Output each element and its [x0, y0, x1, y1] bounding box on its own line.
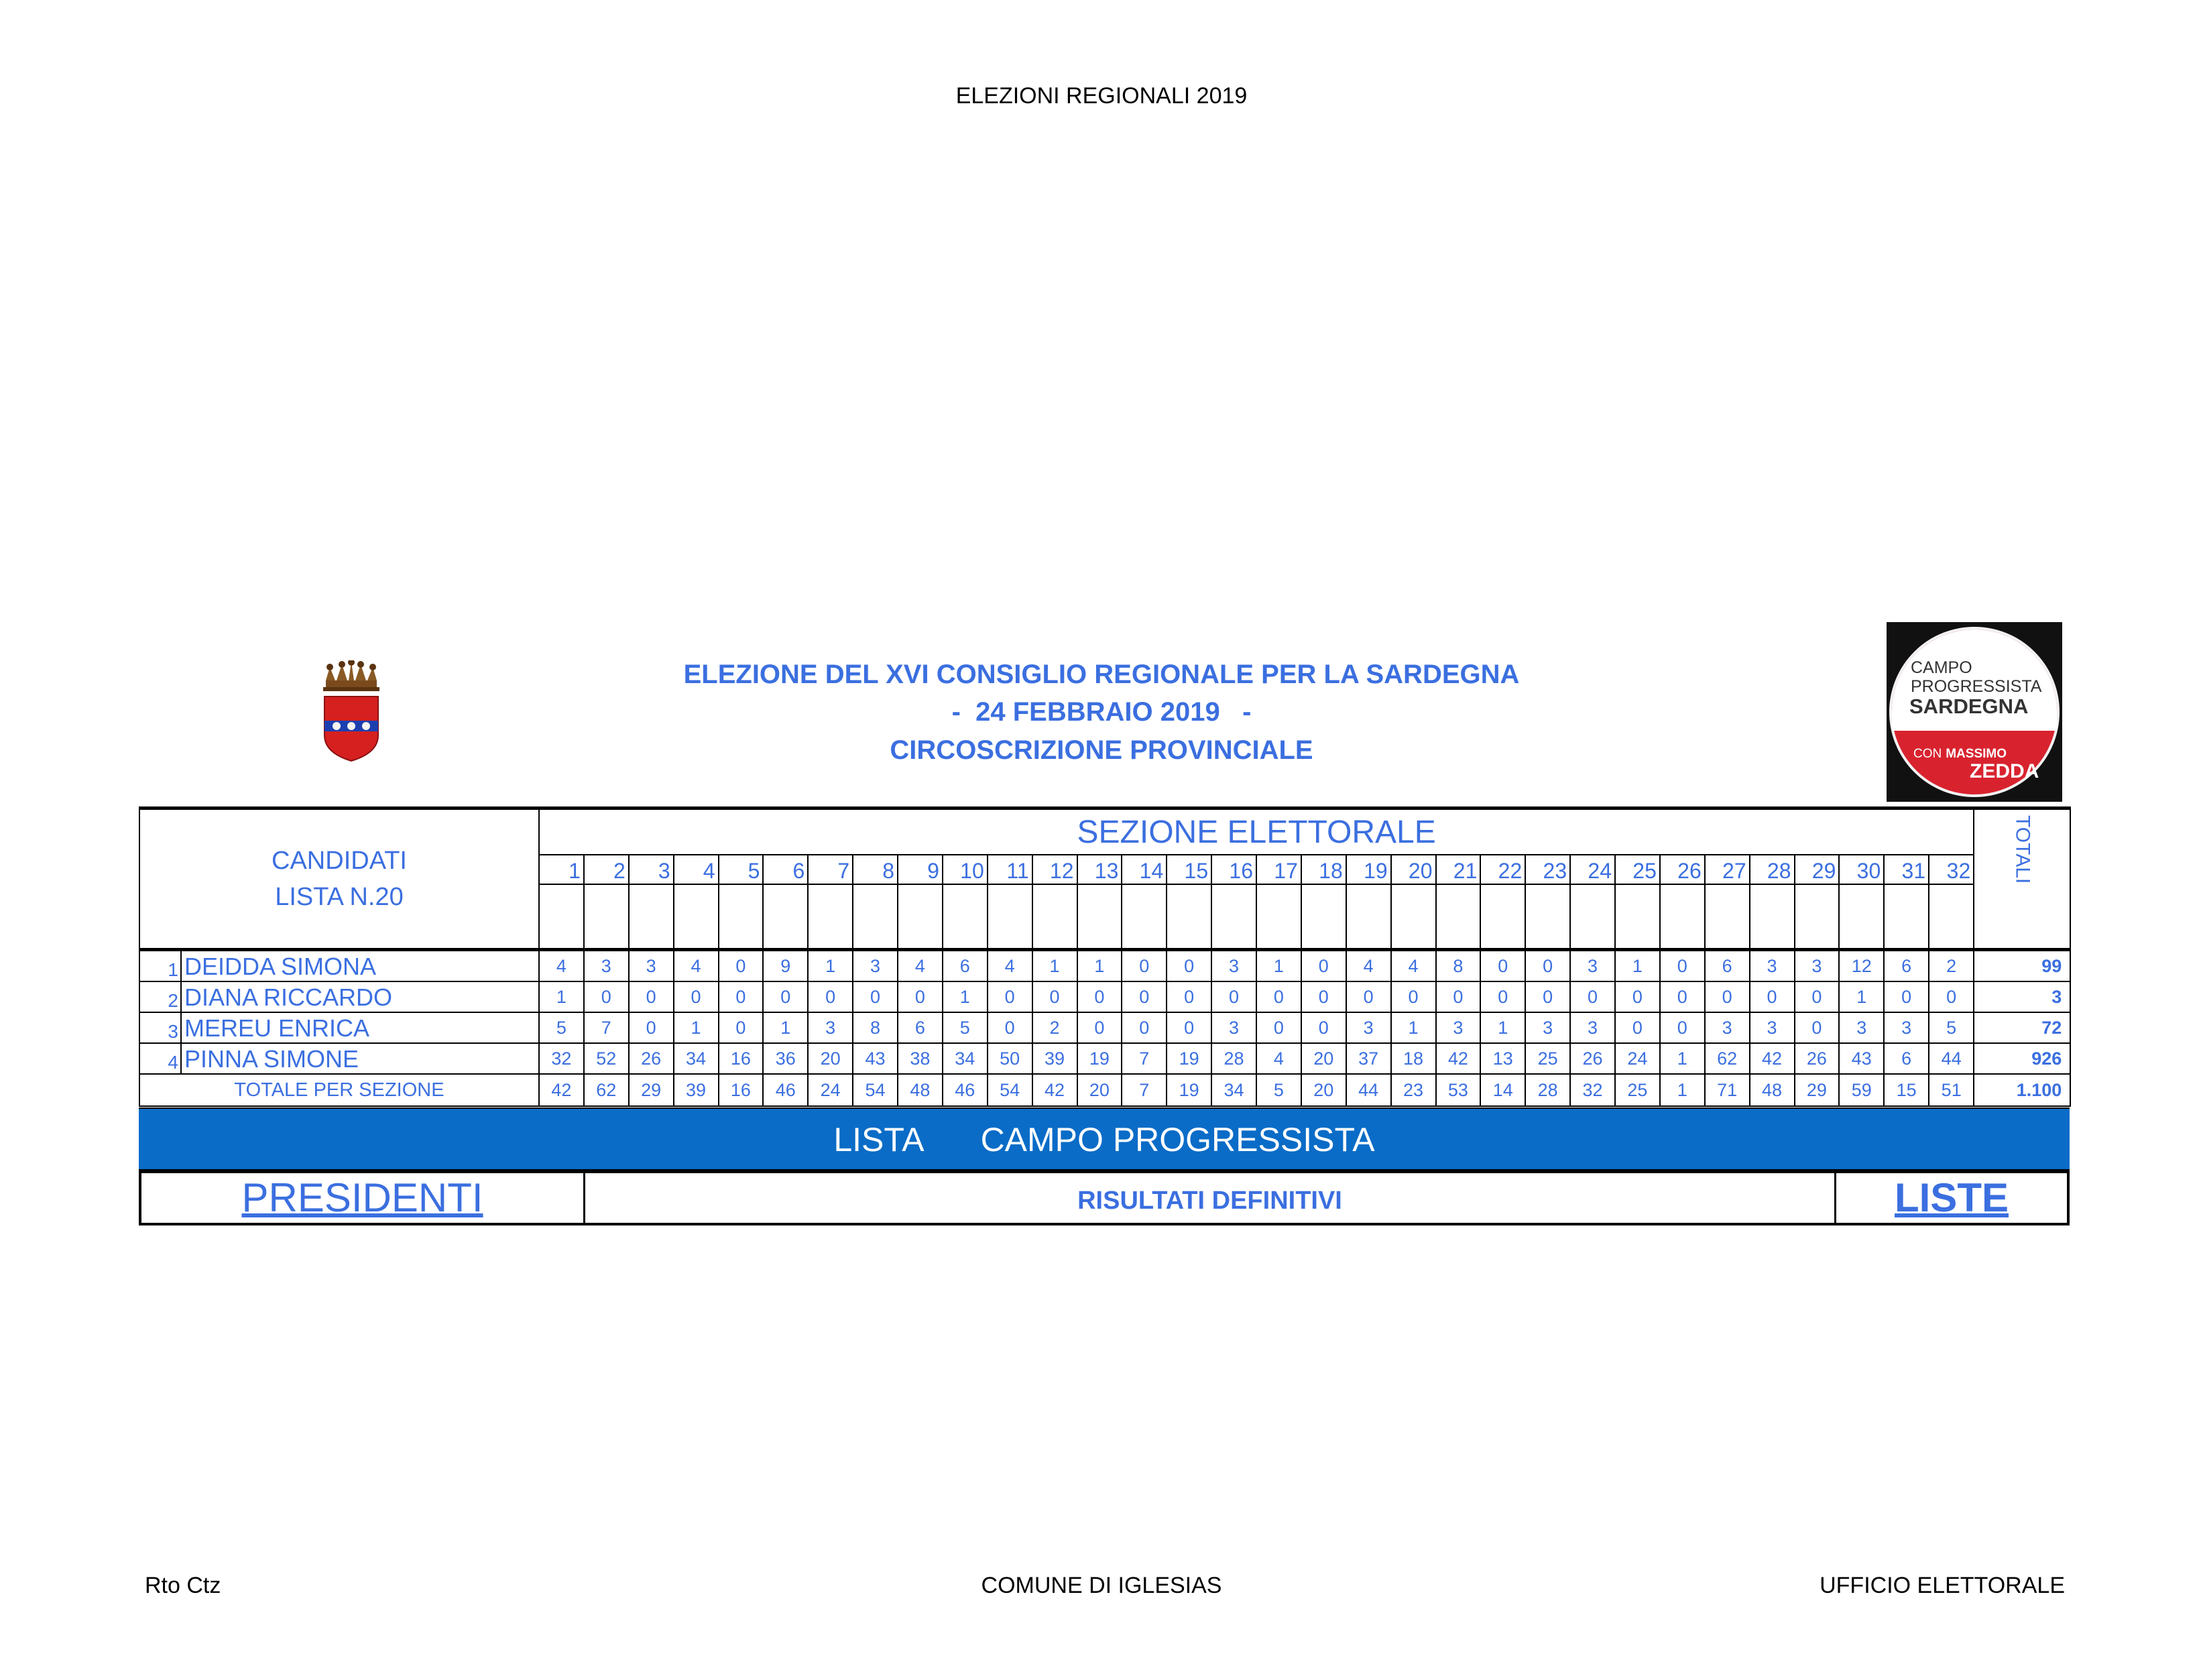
section-number: 10: [943, 855, 988, 884]
vote-cell: 0: [1301, 1012, 1346, 1043]
section-blank-cell: [584, 884, 629, 950]
vote-cell: 1: [1660, 1043, 1705, 1074]
vote-cell: 0: [1167, 1012, 1211, 1043]
vote-cell: 0: [1615, 981, 1660, 1012]
vote-cell: 32: [539, 1043, 584, 1074]
section-number: 22: [1480, 855, 1525, 884]
section-number: 16: [1211, 855, 1256, 884]
section-blank-cell: [1705, 884, 1750, 950]
vote-cell: 0: [1301, 981, 1346, 1012]
totale-cell: 54: [853, 1074, 898, 1106]
footer-center: COMUNE DI IGLESIAS: [981, 1573, 1222, 1598]
candidate-total: 72: [1974, 1012, 2070, 1043]
vote-cell: 0: [719, 1012, 764, 1043]
section-number: 23: [1525, 855, 1570, 884]
vote-cell: 19: [1077, 1043, 1122, 1074]
vote-cell: 0: [584, 981, 629, 1012]
liste-link[interactable]: LISTE: [1894, 1175, 2009, 1220]
candidate-index: 4: [139, 1043, 181, 1074]
section-blank-cell: [1256, 884, 1301, 950]
section-number: 29: [1795, 855, 1840, 884]
results-table: [139, 806, 2071, 1107]
section-blank-cell: [853, 884, 898, 950]
vote-cell: 0: [1795, 981, 1840, 1012]
vote-cell: 3: [584, 950, 629, 982]
totale-cell: 24: [808, 1074, 853, 1106]
section-number: 20: [1391, 855, 1436, 884]
totale-cell: 16: [719, 1074, 764, 1106]
section-blank-cell: [943, 884, 988, 950]
totali-label: TOTALI: [2011, 815, 2034, 884]
vote-cell: 3: [1570, 950, 1615, 982]
lista-banner: [139, 1107, 2070, 1173]
vote-cell: 12: [1839, 950, 1884, 982]
candidate-row: [139, 950, 2070, 982]
section-number: 3: [629, 855, 674, 884]
totale-cell: 71: [1705, 1074, 1750, 1106]
vote-cell: 7: [584, 1012, 629, 1043]
liste-cell: [1836, 1172, 2067, 1223]
vote-cell: 0: [1615, 1012, 1660, 1043]
vote-cell: 1: [1839, 981, 1884, 1012]
vote-cell: 1: [674, 1012, 719, 1043]
section-number: 11: [988, 855, 1032, 884]
totale-cell: 39: [674, 1074, 719, 1106]
totale-row: [139, 1074, 2070, 1106]
title-line-1: ELEZIONE DEL XVI CONSIGLIO REGIONALE PER LA SARDEGNA: [683, 660, 1520, 689]
candidate-row: [139, 981, 2070, 1012]
vote-cell: 0: [1346, 981, 1391, 1012]
candidate-total: 926: [1974, 1043, 2070, 1074]
vote-cell: 1: [1480, 1012, 1525, 1043]
vote-cell: 0: [1301, 950, 1346, 982]
vote-cell: 13: [1480, 1043, 1525, 1074]
section-number: 9: [898, 855, 943, 884]
totale-cell: 34: [1211, 1074, 1256, 1106]
section-number: 26: [1660, 855, 1705, 884]
vote-cell: 42: [1436, 1043, 1481, 1074]
vote-cell: 8: [1436, 950, 1481, 982]
section-blank-cell: [1167, 884, 1211, 950]
vote-cell: 0: [1795, 1012, 1840, 1043]
section-blank-cell: [1436, 884, 1481, 950]
section-number: 32: [1929, 855, 1974, 884]
navigation-row: [139, 1169, 2070, 1225]
totale-cell: 53: [1436, 1074, 1481, 1106]
section-number: 17: [1256, 855, 1301, 884]
vote-cell: 3: [1795, 950, 1840, 982]
logo-line-3: SARDEGNA: [1909, 695, 2029, 718]
section-number: 25: [1615, 855, 1660, 884]
vote-cell: 20: [1301, 1043, 1346, 1074]
footer-right: UFFICIO ELETTORALE: [1820, 1573, 2065, 1598]
party-logo: [1887, 622, 2062, 802]
vote-cell: 34: [943, 1043, 988, 1074]
candidate-total: 3: [1974, 981, 2070, 1012]
vote-cell: 16: [719, 1043, 764, 1074]
section-number: 12: [1032, 855, 1077, 884]
vote-cell: 0: [898, 981, 943, 1012]
section-blank-cell: [898, 884, 943, 950]
section-number: 30: [1839, 855, 1884, 884]
totale-cell: 7: [1122, 1074, 1167, 1106]
section-number: 19: [1346, 855, 1391, 884]
vote-cell: 24: [1615, 1043, 1660, 1074]
document-header: ELEZIONI REGIONALI 2019: [955, 83, 1248, 109]
vote-cell: 3: [808, 1012, 853, 1043]
totale-cell: 14: [1480, 1074, 1525, 1106]
totale-cell: 20: [1301, 1074, 1346, 1106]
title-line-3: CIRCOSCRIZIONE PROVINCIALE: [890, 735, 1313, 765]
candidate-row: [139, 1043, 2070, 1074]
vote-cell: 0: [1436, 981, 1481, 1012]
vote-cell: 26: [629, 1043, 674, 1074]
vote-cell: 34: [674, 1043, 719, 1074]
section-number: 4: [674, 855, 719, 884]
vote-cell: 20: [808, 1043, 853, 1074]
vote-cell: 1: [808, 950, 853, 982]
vote-cell: 0: [988, 981, 1032, 1012]
presidenti-cell: [141, 1172, 585, 1223]
totale-cell: 5: [1256, 1074, 1301, 1106]
vote-cell: 36: [763, 1043, 808, 1074]
totale-cell: 28: [1525, 1074, 1570, 1106]
vote-cell: 39: [1032, 1043, 1077, 1074]
vote-cell: 1: [1032, 950, 1077, 982]
section-blank-cell: [1750, 884, 1795, 950]
section-blank-cell: [539, 884, 584, 950]
totale-cell: 59: [1839, 1074, 1884, 1106]
vote-cell: 37: [1346, 1043, 1391, 1074]
totali-header: [1974, 808, 2070, 950]
totale-cell: 46: [943, 1074, 988, 1106]
vote-cell: 3: [1346, 1012, 1391, 1043]
candidate-row: [139, 1012, 2070, 1043]
section-blank-cell: [719, 884, 764, 950]
vote-cell: 6: [898, 1012, 943, 1043]
vote-cell: 3: [1884, 1012, 1929, 1043]
vote-cell: 0: [1750, 981, 1795, 1012]
vote-cell: 0: [1122, 950, 1167, 982]
vote-cell: 2: [1929, 950, 1974, 982]
footer-left: Rto Ctz: [145, 1573, 221, 1598]
section-blank-cell: [1795, 884, 1840, 950]
presidenti-link[interactable]: PRESIDENTI: [241, 1175, 483, 1220]
vote-cell: 0: [719, 981, 764, 1012]
totale-cell: 29: [629, 1074, 674, 1106]
totale-cell: 42: [539, 1074, 584, 1106]
totale-cell: 23: [1391, 1074, 1436, 1106]
lista-label: LISTA: [833, 1121, 925, 1158]
vote-cell: 0: [719, 950, 764, 982]
totale-cell: 44: [1346, 1074, 1391, 1106]
vote-cell: 5: [943, 1012, 988, 1043]
risultati-definitivi-label: RISULTATI DEFINITIVI: [1077, 1186, 1342, 1215]
lista-label: LISTA N.20: [275, 883, 404, 911]
candidate-name: DIANA RICCARDO: [181, 981, 539, 1012]
vote-cell: 3: [1570, 1012, 1615, 1043]
logo-con: CON: [1913, 747, 1942, 761]
vote-cell: 25: [1525, 1043, 1570, 1074]
section-blank-cell: [1122, 884, 1167, 950]
vote-cell: 43: [1839, 1043, 1884, 1074]
vote-cell: 43: [853, 1043, 898, 1074]
vote-cell: 4: [1346, 950, 1391, 982]
vote-cell: 0: [629, 1012, 674, 1043]
totale-cell: 19: [1167, 1074, 1211, 1106]
vote-cell: 0: [1525, 950, 1570, 982]
vote-cell: 3: [1211, 1012, 1256, 1043]
lista-name: CAMPO PROGRESSISTA: [980, 1121, 1375, 1158]
vote-cell: 6: [1884, 1043, 1929, 1074]
section-blank-cell: [763, 884, 808, 950]
vote-cell: 4: [1256, 1043, 1301, 1074]
vote-cell: 1: [539, 981, 584, 1012]
candidati-label: CANDIDATI: [272, 847, 407, 875]
vote-cell: 42: [1750, 1043, 1795, 1074]
section-blank-cell: [1570, 884, 1615, 950]
totale-cell: 46: [763, 1074, 808, 1106]
totale-cell: 48: [898, 1074, 943, 1106]
totale-cell: 54: [988, 1074, 1032, 1106]
candidate-name: PINNA SIMONE: [181, 1043, 539, 1074]
section-number: 18: [1301, 855, 1346, 884]
section-blank-cell: [1032, 884, 1077, 950]
vote-cell: 0: [1167, 981, 1211, 1012]
vote-cell: 4: [898, 950, 943, 982]
vote-cell: 6: [1884, 950, 1929, 982]
section-blank-cell: [808, 884, 853, 950]
risultati-cell: [585, 1172, 1836, 1223]
vote-cell: 0: [1480, 981, 1525, 1012]
vote-cell: 0: [1929, 981, 1974, 1012]
vote-cell: 38: [898, 1043, 943, 1074]
table-header-row: [139, 808, 2070, 855]
candidate-index: 3: [139, 1012, 181, 1043]
totale-cell: 51: [1929, 1074, 1974, 1106]
vote-cell: 0: [853, 981, 898, 1012]
vote-cell: 3: [1436, 1012, 1481, 1043]
vote-cell: 44: [1929, 1043, 1974, 1074]
totale-cell: 32: [1570, 1074, 1615, 1106]
vote-cell: 6: [1705, 950, 1750, 982]
sezione-header: SEZIONE ELETTORALE: [539, 808, 1974, 855]
totale-cell: 29: [1795, 1074, 1840, 1106]
section-number: 13: [1077, 855, 1122, 884]
section-number: 6: [763, 855, 808, 884]
vote-cell: 0: [1480, 950, 1525, 982]
logo-line-1: CAMPO: [1911, 658, 1972, 677]
vote-cell: 5: [539, 1012, 584, 1043]
logo-name-1: MASSIMO: [1946, 747, 2007, 761]
vote-cell: 0: [763, 981, 808, 1012]
section-number: 24: [1570, 855, 1615, 884]
section-blank-cell: [1525, 884, 1570, 950]
vote-cell: 0: [1705, 981, 1750, 1012]
section-blank-cell: [1346, 884, 1391, 950]
vote-cell: 28: [1211, 1043, 1256, 1074]
section-number: 1: [539, 855, 584, 884]
vote-cell: 4: [539, 950, 584, 982]
vote-cell: 2: [1032, 1012, 1077, 1043]
vote-cell: 0: [1122, 1012, 1167, 1043]
section-number: 7: [808, 855, 853, 884]
vote-cell: 1: [1615, 950, 1660, 982]
section-number: 15: [1167, 855, 1211, 884]
totale-cell: 25: [1615, 1074, 1660, 1106]
vote-cell: 5: [1929, 1012, 1974, 1043]
vote-cell: 4: [674, 950, 719, 982]
section-blank-cell: [629, 884, 674, 950]
section-blank-cell: [1615, 884, 1660, 950]
vote-cell: 0: [1391, 981, 1436, 1012]
section-blank-cell: [1884, 884, 1929, 950]
totale-cell: 15: [1884, 1074, 1929, 1106]
totale-cell: 48: [1750, 1074, 1795, 1106]
section-blank-cell: [1480, 884, 1525, 950]
vote-cell: 3: [1750, 1012, 1795, 1043]
vote-cell: 50: [988, 1043, 1032, 1074]
vote-cell: 7: [1122, 1043, 1167, 1074]
vote-cell: 62: [1705, 1043, 1750, 1074]
vote-cell: 0: [1167, 950, 1211, 982]
section-blank-cell: [1660, 884, 1705, 950]
section-blank-cell: [1301, 884, 1346, 950]
vote-cell: 26: [1570, 1043, 1615, 1074]
section-blank-cell: [1211, 884, 1256, 950]
vote-cell: 3: [1705, 1012, 1750, 1043]
totale-cell: 42: [1032, 1074, 1077, 1106]
candidate-total: 99: [1974, 950, 2070, 982]
vote-cell: 18: [1391, 1043, 1436, 1074]
vote-cell: 1: [943, 981, 988, 1012]
vote-cell: 3: [1525, 1012, 1570, 1043]
title-line-2: - 24 FEBBRAIO 2019 -: [951, 697, 1252, 727]
vote-cell: 0: [988, 1012, 1032, 1043]
logo-line-2: PROGRESSISTA: [1911, 677, 2042, 696]
vote-cell: 3: [1211, 950, 1256, 982]
candidate-name: MEREU ENRICA: [181, 1012, 539, 1043]
vote-cell: 0: [1660, 950, 1705, 982]
section-number: 28: [1750, 855, 1795, 884]
vote-cell: 0: [1077, 1012, 1122, 1043]
candidate-index: 2: [139, 981, 181, 1012]
section-blank-cell: [1839, 884, 1884, 950]
vote-cell: 4: [1391, 950, 1436, 982]
vote-cell: 8: [853, 1012, 898, 1043]
section-number: 8: [853, 855, 898, 884]
vote-cell: 9: [763, 950, 808, 982]
section-number: 5: [719, 855, 764, 884]
vote-cell: 0: [1256, 981, 1301, 1012]
vote-cell: 1: [763, 1012, 808, 1043]
svg-text:CONMASSIMO: [1913, 747, 2007, 761]
vote-cell: 1: [1077, 950, 1122, 982]
vote-cell: 0: [1032, 981, 1077, 1012]
totale-cell: 62: [584, 1074, 629, 1106]
vote-cell: 0: [1256, 1012, 1301, 1043]
totale-label: TOTALE PER SEZIONE: [139, 1074, 539, 1106]
candidati-header: [139, 808, 539, 950]
vote-cell: 26: [1795, 1043, 1840, 1074]
vote-cell: 4: [988, 950, 1032, 982]
section-blank-cell: [1077, 884, 1122, 950]
vote-cell: 0: [1660, 1012, 1705, 1043]
section-number: 14: [1122, 855, 1167, 884]
vote-cell: 3: [1839, 1012, 1884, 1043]
section-blank-cell: [1929, 884, 1974, 950]
vote-cell: 19: [1167, 1043, 1211, 1074]
vote-cell: 0: [629, 981, 674, 1012]
section-number: 31: [1884, 855, 1929, 884]
vote-cell: 0: [808, 981, 853, 1012]
logo-name-2: ZEDDA: [1970, 760, 2039, 782]
section-blank-cell: [674, 884, 719, 950]
vote-cell: 0: [1525, 981, 1570, 1012]
vote-cell: 0: [1077, 981, 1122, 1012]
vote-cell: 3: [853, 950, 898, 982]
vote-cell: 6: [943, 950, 988, 982]
totale-cell: 20: [1077, 1074, 1122, 1106]
vote-cell: 0: [1660, 981, 1705, 1012]
vote-cell: 0: [1884, 981, 1929, 1012]
vote-cell: 52: [584, 1043, 629, 1074]
vote-cell: 0: [1122, 981, 1167, 1012]
section-blank-cell: [1391, 884, 1436, 950]
vote-cell: 3: [629, 950, 674, 982]
section-blank-cell: [988, 884, 1032, 950]
vote-cell: 0: [674, 981, 719, 1012]
candidate-index: 1: [139, 950, 181, 982]
section-number: 2: [584, 855, 629, 884]
vote-cell: 1: [1256, 950, 1301, 982]
vote-cell: 0: [1570, 981, 1615, 1012]
vote-cell: 1: [1391, 1012, 1436, 1043]
vote-cell: 3: [1750, 950, 1795, 982]
section-number: 21: [1436, 855, 1481, 884]
section-number: 27: [1705, 855, 1750, 884]
totale-grand-total: 1.100: [1974, 1074, 2070, 1106]
candidate-name: DEIDDA SIMONA: [181, 950, 539, 982]
totale-cell: 1: [1660, 1074, 1705, 1106]
vote-cell: 0: [1211, 981, 1256, 1012]
